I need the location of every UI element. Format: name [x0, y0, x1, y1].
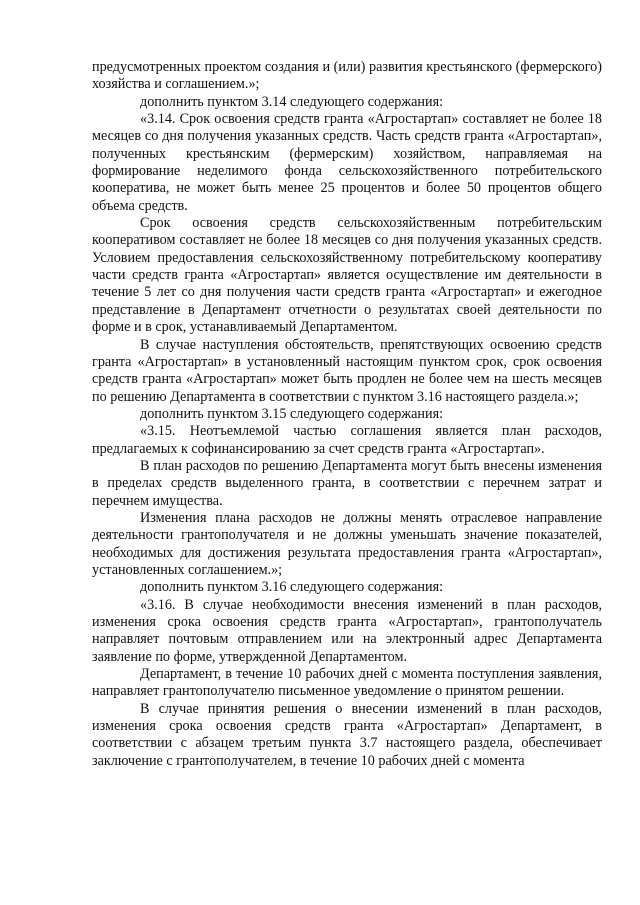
paragraph-9: дополнить пунктом 3.16 следующего содержания:	[140, 579, 444, 596]
paragraph-4: В случае наступления обстоятельств, препятствующих освоению средств гранта «Агростартап» в установленный настоящим пунктом срок, срок освоения средств гранта «Агростартап» может быть продлен не более чем на шесть месяцев по решению Департамента в соответствии с пунктом 3.16 настоящего раздела.»;	[92, 336, 602, 405]
paragraph-0: предусмотренных проектом создания и (или) развития крестьянского (фермерского) хозяйства и соглашением.»;	[92, 59, 602, 93]
paragraph-3: Срок освоения средств сельскохозяйственным потребительским кооперативом составляет не более 18 месяцев со дня получения указанных средств. Условием предоставления сельскохозяйственному потребительскому кооперативу части средств гранта «Агростартап» является осуществление им деятельности в течение 5 лет со дня получения части средств гранта «Агростартап» и ежегодное представление в Департамент отчетности о результатах своей деятельности по форме и в срок, устанавливаемый Департаментом.	[92, 215, 602, 336]
paragraph-12: В случае принятия решения о внесении изменений в план расходов, изменения срока освоения средств гранта «Агростартап» Департамент, в соответствии с абзацем третьим пункта 3.7 настоящего раздела, обеспечивает заключение с грантополучателем, в течение 10 рабочих дней с момента	[92, 700, 602, 769]
paragraph-2: «3.14. Срок освоения средств гранта «Агростартап» составляет не более 18 месяцев со дня получения указанных средств. Часть средств гранта «Агростартап», полученных крестьянским (фермерским) хозяйством, направляемая на формирование неделимого фонда сельскохозяйственного потребительского кооператива, не может быть менее 25 процентов и более 50 процентов общего объема средств.	[92, 111, 602, 214]
paragraph-10: «3.16. В случае необходимости внесения изменений в план расходов, изменения срока освоения средств гранта «Агростартап», грантополучатель направляет почтовым отправлением или на электронный адрес Департамента заявление по форме, утвержденной Департаментом.	[92, 596, 602, 665]
paragraph-6: «3.15. Неотъемлемой частью соглашения является план расходов, предлагаемых к софинансированию за счет средств гранта «Агростартап».	[92, 423, 602, 457]
paragraph-1: дополнить пунктом 3.14 следующего содержания:	[140, 93, 444, 110]
paragraph-11: Департамент, в течение 10 рабочих дней с момента поступления заявления, направляет грантополучателю письменное уведомление о принятом решении.	[92, 666, 602, 700]
paragraph-7: В план расходов по решению Департамента могут быть внесены изменения в пределах средств выделенного гранта, в соответствии с перечнем затрат и перечнем имущества.	[92, 457, 602, 509]
paragraph-5: дополнить пунктом 3.15 следующего содержания:	[140, 405, 444, 422]
paragraph-8: Изменения плана расходов не должны менять отраслевое направление деятельности грантополучателя и не должны уменьшать значение показателей, необходимых для достижения результата предоставления гранта «Агростартап», установленных соглашением.»;	[92, 509, 602, 578]
document-body	[92, 59, 602, 770]
